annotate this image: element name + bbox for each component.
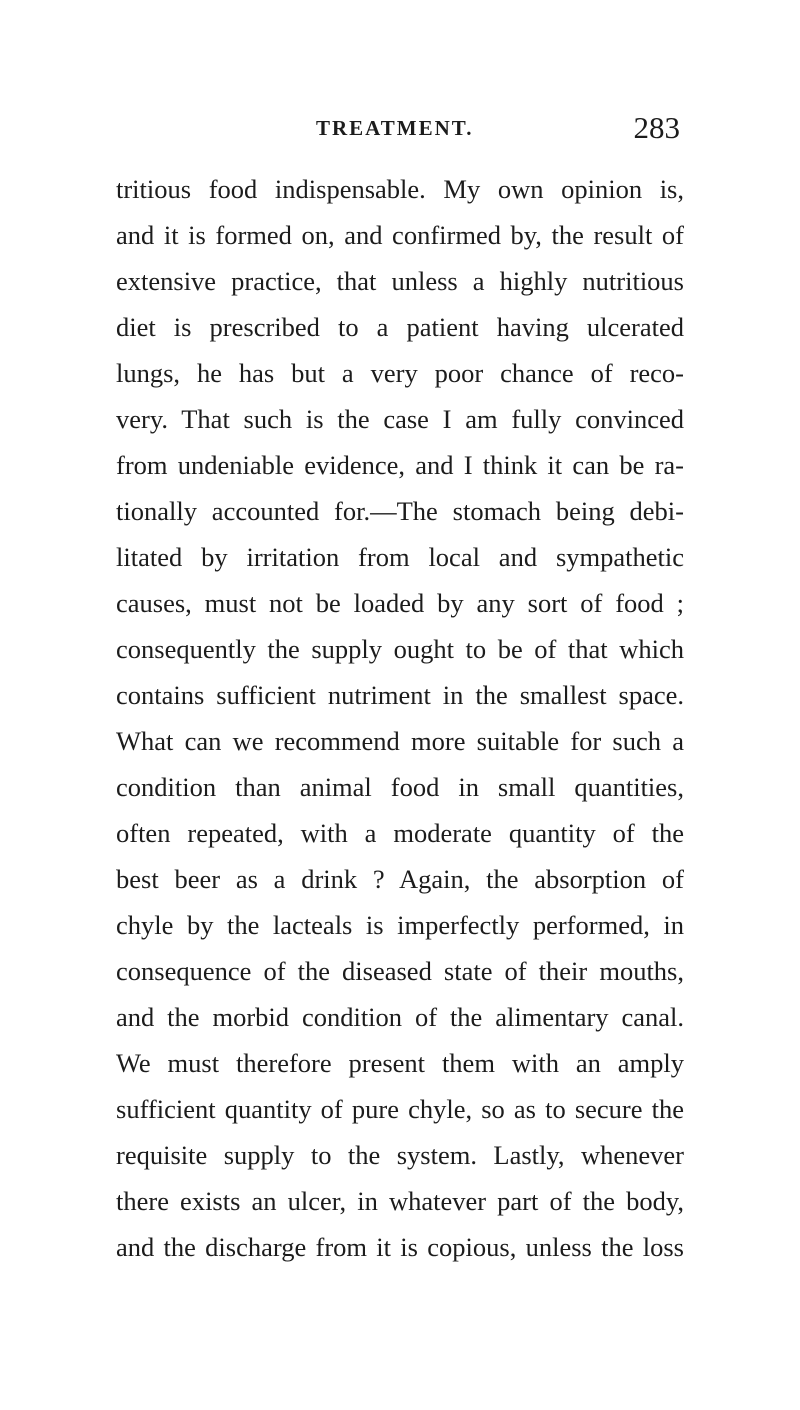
text-line: consequently the supply ought to be of that which [116,634,684,664]
text-line: tritious food indispensable. My own opinion is, [116,174,684,204]
text-line: very. That such is the case I am fully convinced [116,404,684,434]
text-line: consequence of the diseased state of their mouths, [116,956,684,986]
text-line: What can we recommend more suitable for such a [116,726,684,756]
text-line: there exists an ulcer, in whatever part of the body, [116,1186,684,1216]
text-line: condition than animal food in small quantities, [116,772,684,802]
text-line: requisite supply to the system. Lastly, whenever [116,1140,684,1170]
text-line: contains sufficient nutriment in the smallest space. [116,680,684,710]
text-line: tionally accounted for.—The stomach being debi- [116,496,684,526]
body-text [116,166,684,1270]
text-line: best beer as a drink ? Again, the absorption of [116,864,684,894]
text-line: diet is prescribed to a patient having ulcerated [116,312,684,342]
running-head [116,110,680,150]
text-line: and the discharge from it is copious, unless the loss [116,1232,684,1262]
text-line: litated by irritation from local and sympathetic [116,542,684,572]
text-line: often repeated, with a moderate quantity of the [116,818,684,848]
text-line: We must therefore present them with an amply [116,1048,684,1078]
text-line: causes, must not be loaded by any sort of food ; [116,588,684,618]
text-line: sufficient quantity of pure chyle, so as to secure the [116,1094,684,1124]
text-line: and it is formed on, and confirmed by, the result of [116,220,684,250]
text-line: and the morbid condition of the alimentary canal. [116,1002,684,1032]
text-line: from undeniable evidence, and I think it can be ra- [116,450,684,480]
text-line: chyle by the lacteals is imperfectly performed, in [116,910,684,940]
page-number: 283 [633,110,680,145]
text-line: lungs, he has but a very poor chance of reco- [116,358,684,388]
text-line: extensive practice, that unless a highly nutritious [116,266,684,296]
running-head-title: TREATMENT. [316,116,474,140]
